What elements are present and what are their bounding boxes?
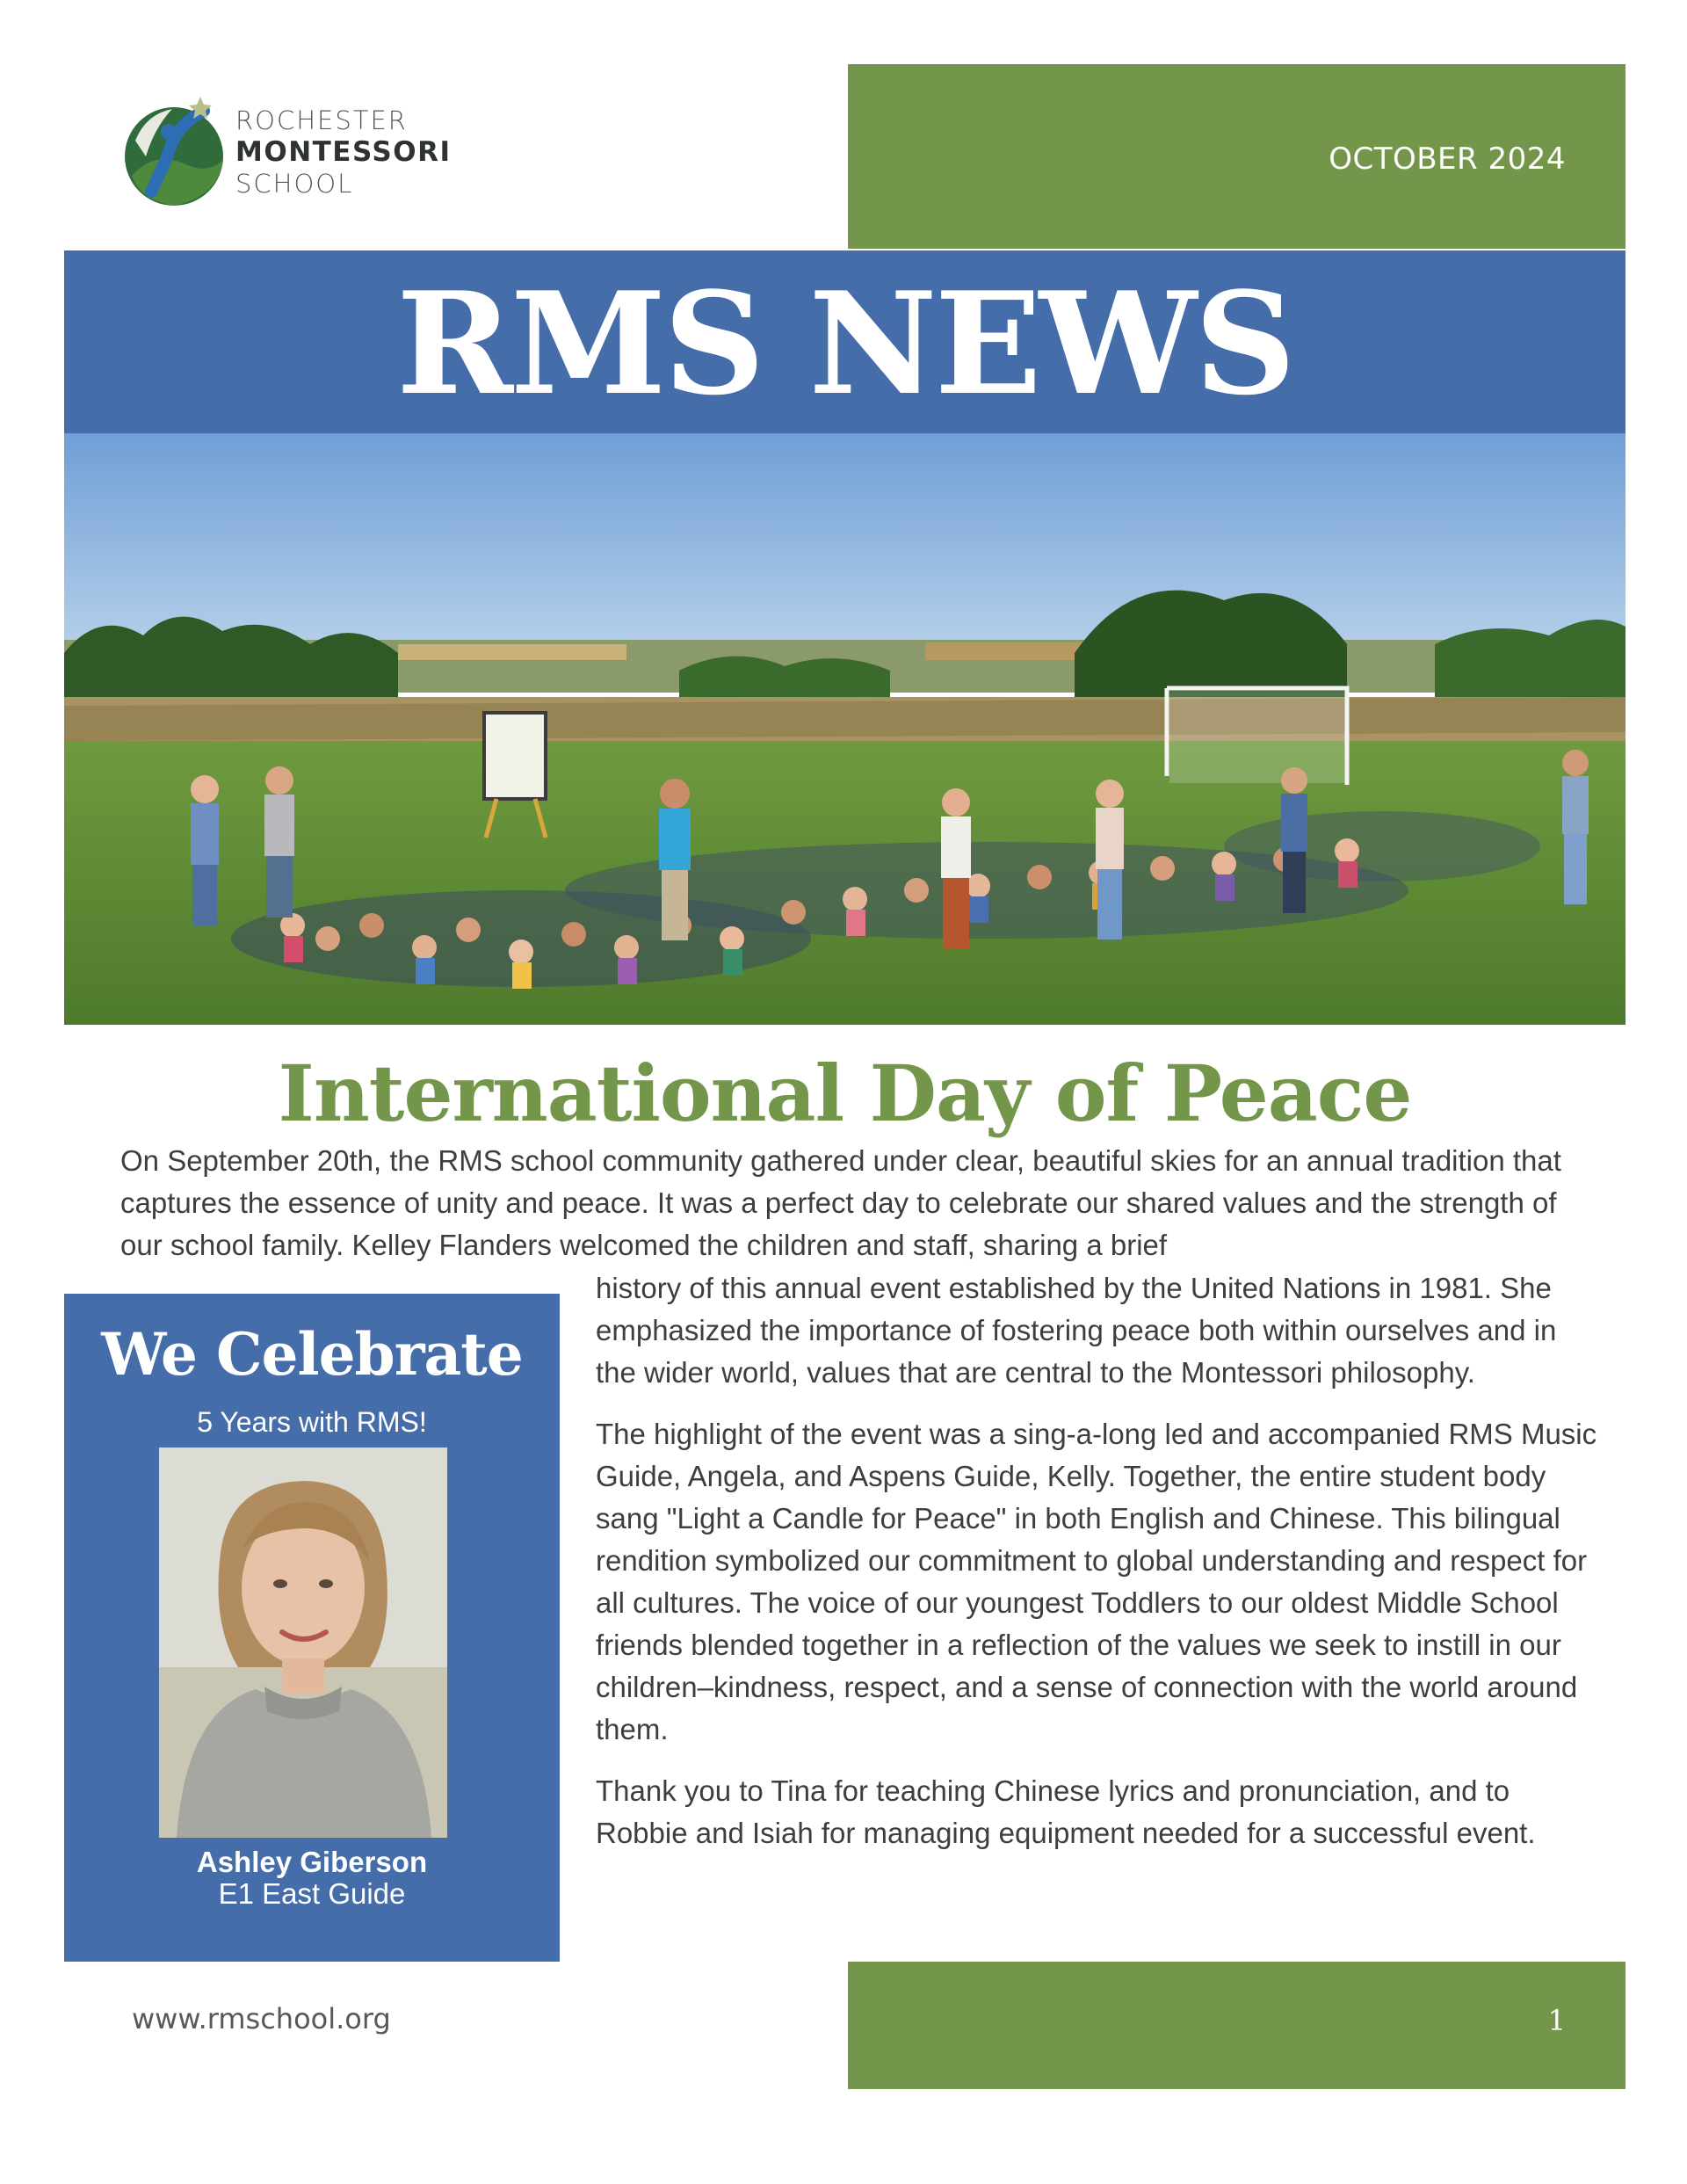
- portrait-illustration: [159, 1448, 447, 1838]
- article-paragraph: Thank you to Tina for teaching Chinese lyrics and pronunciation, and to Robbie and Isiah for managing equipment needed for a successful event.: [596, 1774, 1536, 1849]
- footer-banner: [848, 1962, 1625, 2089]
- article-paragraph: history of this annual event established by the United Nations in 1981. She emphasized the importance of fostering peace both within ourselves and in the wider world, values that are central to the Montessori philosophy.: [596, 1272, 1557, 1389]
- logo-text-school: SCHOOL: [235, 169, 354, 199]
- page-number: 1: [1547, 2004, 1566, 2037]
- hero-photo: [64, 433, 1625, 1025]
- date-banner: [848, 64, 1625, 249]
- staff-role: E1 East Guide: [218, 1877, 406, 1910]
- staff-portrait: [159, 1448, 447, 1838]
- logo-text-montessori: MONTESSORI: [235, 136, 452, 168]
- article-column: [596, 1267, 1597, 1874]
- staff-name: Ashley Giberson: [196, 1846, 428, 1878]
- article-paragraph: The highlight of the event was a sing-a-long led and accompanied RMS Music Guide, Angela, and Aspens Guide, Kelly. Together, the entire student body sang "Light a Candle for Peace" in both English and Chinese. This bilingual rendition symbolized our commitment to global understanding and respect for all cultures. The voice of our youngest Toddlers to our oldest Middle School friends blended together in a reflection of the values we seek to instill in our children–kindness, respect, and a sense of connection with the world around them.: [596, 1418, 1597, 1745]
- logo-text-rochester: ROCHESTER: [235, 105, 408, 135]
- website-link[interactable]: www.rmschool.org: [132, 2002, 391, 2035]
- school-logo-icon: [119, 88, 229, 211]
- celebrate-title: We Celebrate: [101, 1320, 523, 1389]
- celebrate-subtitle: 5 Years with RMS!: [197, 1406, 427, 1438]
- issue-date: OCTOBER 2024: [1329, 141, 1566, 177]
- article-intro-paragraph: On September 20th, the RMS school community gathered under clear, beautiful skies for an annual tradition that captures the essence of unity and peace. It was a perfect day to celebrate our shared values and the strength of our school family. Kelley Flanders welcomed the children and staff, sharing a brief: [120, 1144, 1561, 1261]
- school-logo: [119, 88, 506, 211]
- article-title: International Day of Peace: [278, 1048, 1412, 1139]
- celebrate-card: [64, 1294, 560, 1962]
- gathering-scene-illustration: [64, 433, 1625, 1025]
- newsletter-title: RMS NEWS: [396, 261, 1293, 426]
- masthead: [64, 250, 1625, 433]
